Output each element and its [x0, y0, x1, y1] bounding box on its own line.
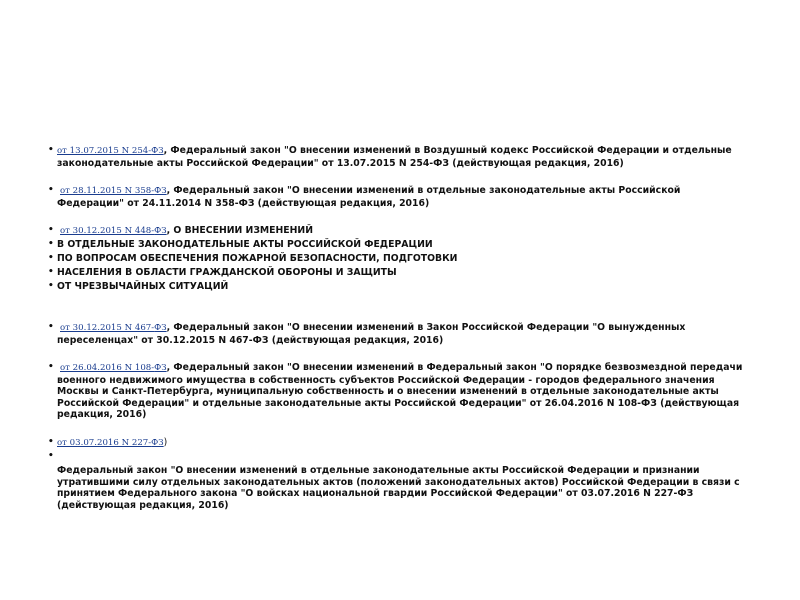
list-item	[48, 322, 748, 346]
list-item-text	[48, 322, 748, 346]
list-item-text	[48, 185, 748, 209]
list-item	[48, 362, 748, 421]
law-description: , Федеральный закон "О внесении изменений в Закон Российской Федерации "О вынужденных переселенцах" от 30.12.2015 N 467-ФЗ (действующая редакция, 2016)	[57, 322, 686, 346]
bullet: •	[48, 322, 54, 332]
bullet: •	[48, 451, 54, 461]
law-description: , Федеральный закон "О внесении изменений в отдельные законодательные акты Российской Федерации" от 24.11.2014 N 358-ФЗ (действующая редакция, 2016)	[57, 185, 681, 209]
law-reference-link[interactable]: от 26.04.2016 N 108-	[60, 363, 155, 373]
list-item	[48, 281, 748, 293]
law-reference-link-suffix[interactable]: ФЗ	[154, 186, 167, 196]
law-reference-link[interactable]: от 30.12.2015 N 467-	[60, 323, 155, 333]
list-item-text	[48, 145, 748, 169]
list-item-text	[48, 225, 748, 238]
list-item	[48, 225, 748, 238]
bullet: •	[48, 281, 54, 291]
bullet: •	[48, 239, 54, 249]
list-item	[48, 253, 748, 265]
law-reference-link[interactable]: от 03.07.2016 N 227-	[57, 438, 152, 448]
law-reference-link-suffix[interactable]: ФЗ	[151, 438, 164, 448]
law-reference-link-suffix[interactable]: ФЗ	[154, 323, 167, 333]
final-paragraph-text: Федеральный закон "О внесении изменений в отдельные законодательные акты Российской Федерации и признании утратившими силу отдельных законодательных актов (положений законодательных актов) Российской Федерации в связи с принятием Федерального закона "О войсках национальной гвардии Российской Федерации" от 03.07.2016 N 227-ФЗ (действующая редакция, 2016)	[57, 465, 740, 511]
law-reference-link[interactable]: от 13.07.2015 N 254-	[57, 146, 152, 156]
bullet: •	[48, 437, 54, 447]
list-item-text: ОТ ЧРЕЗВЫЧАЙНЫХ СИТУАЦИЙ	[57, 281, 229, 292]
law-reference-link-suffix[interactable]: ФЗ	[154, 226, 167, 236]
list-item-text: НАСЕЛЕНИЯ В ОБЛАСТИ ГРАЖДАНСКОЙ ОБОРОНЫ И ЗАЩИТЫ	[57, 267, 397, 278]
law-description: , Федеральный закон "О внесении изменений в Воздушный кодекс Российской Федерации и отдельные законодательные акты Российской Федерации" от 13.07.2015 N 254-ФЗ (действующая редакция, 2016)	[57, 145, 732, 169]
list-item-text: ПО ВОПРОСАМ ОБЕСПЕЧЕНИЯ ПОЖАРНОЙ БЕЗОПАСНОСТИ, ПОДГОТОВКИ	[57, 253, 458, 264]
law-description: , О ВНЕСЕНИИ ИЗМЕНЕНИЙ	[166, 225, 313, 236]
list-item-text	[48, 437, 748, 450]
list-item	[48, 267, 748, 279]
list-item-text	[48, 362, 748, 421]
bullet: •	[48, 362, 54, 372]
list-item	[48, 437, 748, 450]
law-reference-link[interactable]: от 28.11.2015 N 358-	[60, 186, 155, 196]
bullet: •	[48, 267, 54, 277]
bullet: •	[48, 253, 54, 263]
law-reference-link[interactable]: от 30.12.2015 N 448-	[60, 226, 155, 236]
list-item	[48, 239, 748, 251]
law-reference-link-suffix[interactable]: ФЗ	[154, 363, 167, 373]
bullet: •	[48, 145, 54, 155]
law-description: , Федеральный закон "О внесении изменений в Федеральный закон "О порядке безвозмездной передачи военного недвижимого имущества в собственность субъектов Российской Федерации - городов федерального значения Москвы и Санкт-Петербурга, муниципальную собственность и о внесении изменений в отдельные законодательные акты Российской Федерации" и отдельные законодательные акты Российской Федерации" от 26.04.2016 N 108-ФЗ (действующая редакция, 2016)	[57, 362, 743, 421]
bullet: •	[48, 225, 54, 235]
list-item	[48, 145, 748, 169]
final-paragraph	[48, 465, 748, 511]
law-reference-link-suffix[interactable]: ФЗ	[151, 146, 164, 156]
list-item	[48, 185, 748, 209]
list-item-text: В ОТДЕЛЬНЫЕ ЗАКОНОДАТЕЛЬНЫЕ АКТЫ РОССИЙСКОЙ ФЕДЕРАЦИИ	[57, 239, 433, 250]
closing-paren: )	[163, 437, 168, 448]
bullet: •	[48, 185, 54, 195]
